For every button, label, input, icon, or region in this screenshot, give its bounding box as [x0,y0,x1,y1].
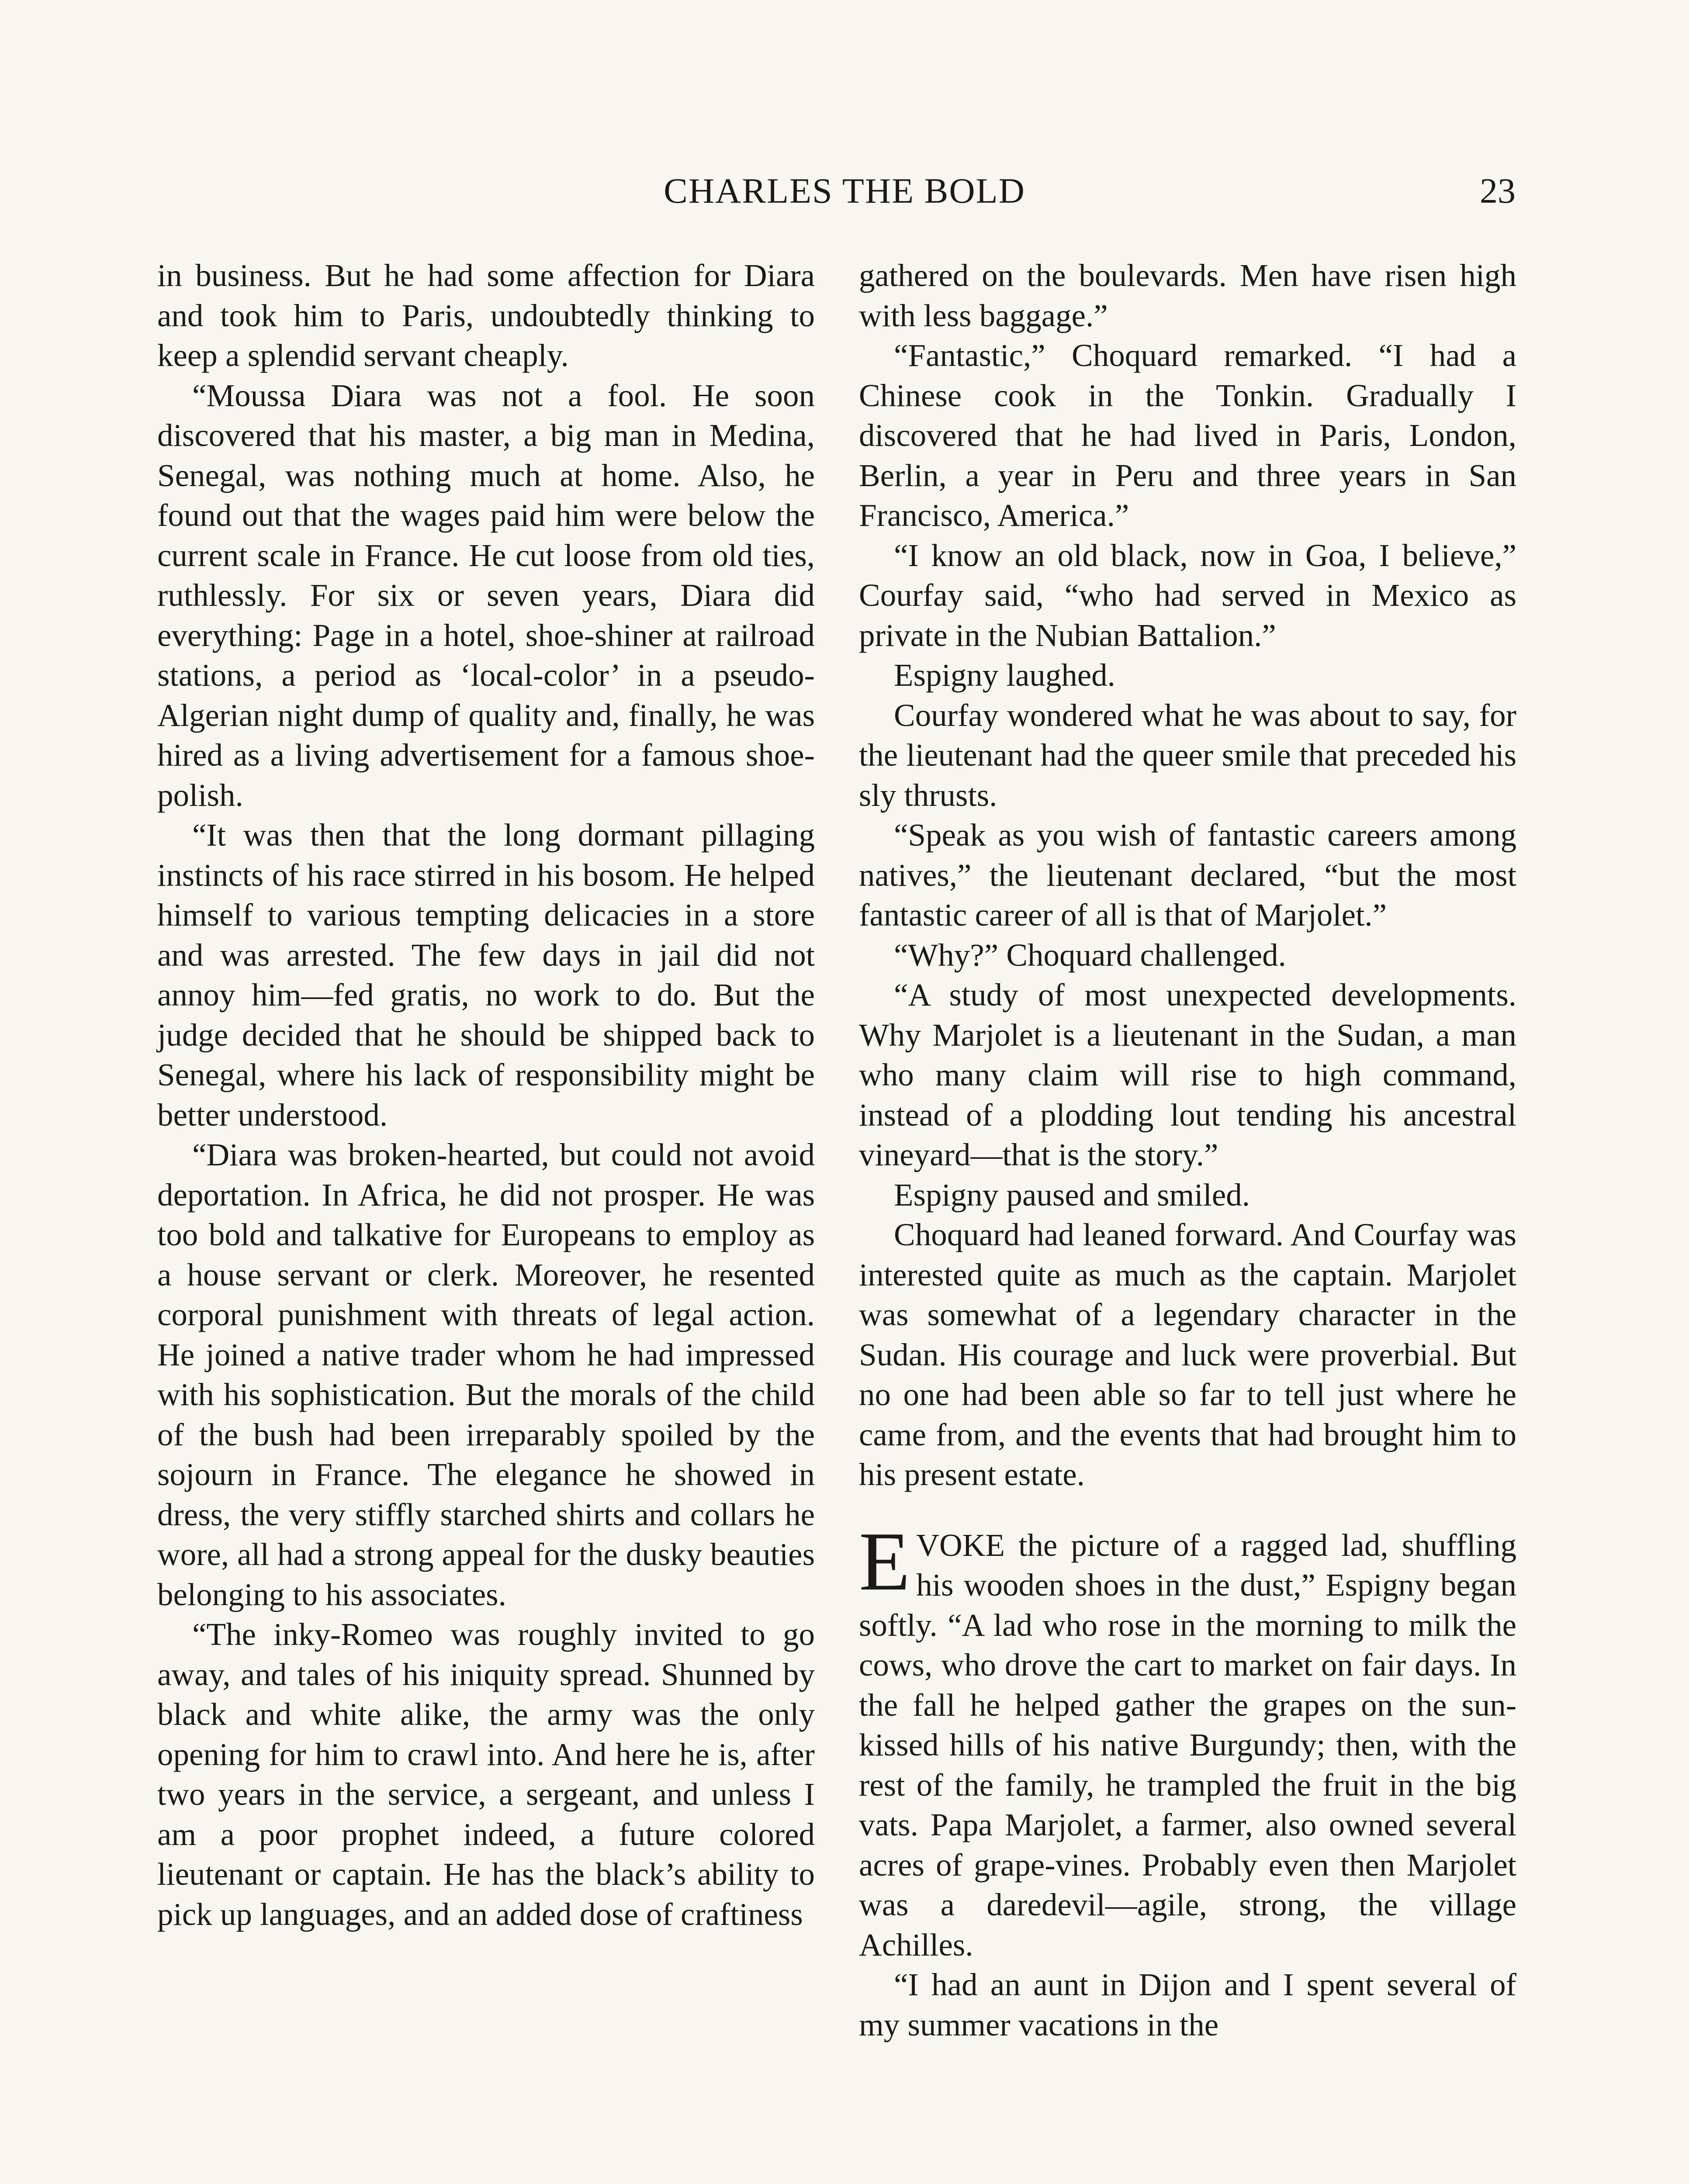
page-number: 23 [1480,171,1516,211]
paragraph: Choquard had leaned forward. And Courfay was interested quite as much as the captain. Marjolet was somewhat of a legendary character in the Sudan. His courage and luck were proverbial. But no one had been able so far to tell just where he came from, and the events that had brought him to his present estate. [859,1217,1516,1492]
paragraph: “Diara was broken-hearted, but could not avoid deportation. In Africa, he did not prosper. He was too bold and talkative for Europeans to employ as a house servant or clerk. Moreover, he resented corporal punishment with threats of legal action. He joined a native trader whom he had impressed with his sophistication. But the morals of the child of the bush had been irreparably spoiled by the sojourn in France. The elegance he showed in dress, the very stiffly starched shirts and collars he wore, all had a strong appeal for the dusky beauties belonging to his associates. [157,1137,815,1612]
paragraph: Courfay wondered what he was about to say, for the lieutenant had the queer smile that preceded his sly thrusts. [859,697,1516,813]
paragraph: “Fantastic,” Choquard remarked. “I had a Chinese cook in the Tonkin. Gradually I discovered that he had lived in Paris, London, Berlin, a year in Peru and three years in San Francisco, America.” [859,338,1516,533]
running-title: CHARLES THE BOLD [664,171,1025,211]
paragraph: “Why?” Choquard challenged. [894,937,1286,973]
paragraph: “A study of most unexpected developments. Why Marjolet is a lieutenant in the Sudan, a man who many claim will rise to high command, instead of a plodding lout tending his ancestral vineyard—that is the story.” [859,977,1516,1172]
section-first-paragraph [859,1514,1516,1965]
page-header [0,166,1689,218]
paragraph: Espigny paused and smiled. [894,1177,1250,1213]
drop-cap: E [859,1514,910,1608]
paragraph: in business. But he had some affection for Diara and took him to Paris, undoubtedly thinking to keep a splendid servant cheaply. [157,258,815,373]
paragraph: gathered on the boulevards. Men have risen high with less baggage.” [859,258,1516,333]
paragraph: Espigny laughed. [894,657,1115,693]
paragraph: “I know an old black, now in Goa, I believe,” Courfay said, “who had served in Mexico as private in the Nubian Battalion.” [859,537,1516,653]
paragraph: “I had an aunt in Dijon and I spent several of my summer vacations in the [859,1967,1516,2042]
paragraph: “Moussa Diara was not a fool. He soon discovered that his master, a big man in Medina, Senegal, was nothing much at home. Also, he found out that the wages paid him were below the current scale in France. He cut loose from old ties, ruthlessly. For six or seven years, Diara did everything: Page in a hotel, shoe-shiner at railroad stations, a period as ‘local-color’ in a pseudo-Algerian night dump of quality and, finally, he was hired as a living advertisement for a famous shoe-polish. [157,377,815,813]
paragraph: “It was then that the long dormant pillaging instincts of his race stirred in his bosom. He helped himself to various tempting delicacies in a store and was arrested. The few days in jail did not annoy him—fed gratis, no work to do. But the judge decided that he should be shipped back to Senegal, where his lack of responsibility might be better understood. [157,817,815,1133]
left-column [157,256,815,1934]
paragraph: “Speak as you wish of fantastic careers among natives,” the lieutenant declared, “but the most fantastic career of all is that of Marjolet.” [859,817,1516,933]
paragraph: “The inky-Romeo was roughly invited to go away, and tales of his iniquity spread. Shunned by black and white alike, the army was the only opening for him to crawl into. And here he is, after two years in the service, a sergeant, and unless I am a poor prophet indeed, a future colored lieutenant or captain. He has the black’s ability to pick up languages, and an added dose of craftiness [157,1617,815,1932]
right-column [859,256,1516,2045]
section-first-paragraph-text: VOKE the picture of a ragged lad, shuffling his wooden shoes in the dust,” Espigny began softly. “A lad who rose in the morning to milk the cows, who drove the cart to market on fair days. In the fall he helped gather the grapes on the sun-kissed hills of his native Burgundy; then, with the rest of the family, he trampled the fruit in the big vats. Papa Marjolet, a farmer, also owned several acres of grape-vines. Probably even then Marjolet was a daredevil—agile, strong, the village Achilles. [859,1527,1516,1963]
